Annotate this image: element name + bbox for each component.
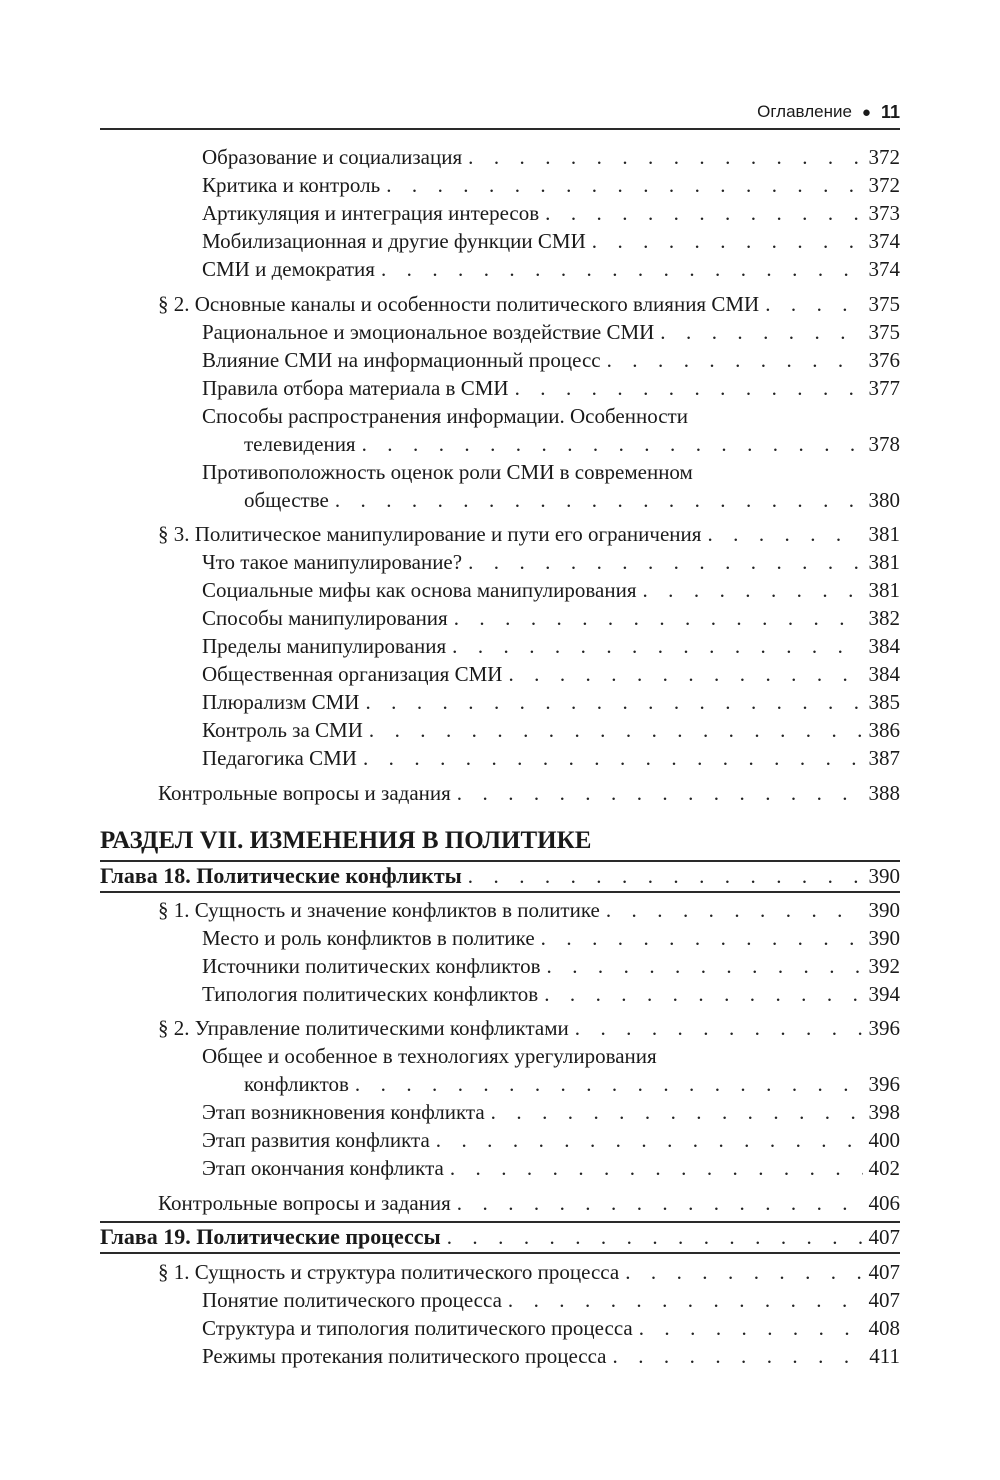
toc-entry-page: 392 (868, 954, 900, 978)
toc-entry-page: 385 (868, 690, 900, 714)
toc-entry[interactable] (202, 688, 900, 716)
dot-leader (362, 430, 863, 458)
toc-entry-page: 372 (868, 145, 900, 169)
toc-entry[interactable] (202, 924, 900, 952)
toc-entry-title: § 1. Сущность и значение конфликтов в политике (158, 898, 600, 922)
toc-entry[interactable] (202, 1342, 900, 1370)
toc-entry[interactable] (244, 430, 900, 458)
toc-entry[interactable] (244, 1070, 900, 1098)
toc-entry-title: § 2. Управление политическими конфликтами (158, 1016, 569, 1040)
toc-entry-title: Социальные мифы как основа манипулирования (202, 578, 637, 602)
divider (100, 1252, 900, 1254)
toc-entry-page: 407 (868, 1288, 900, 1312)
running-head (100, 96, 900, 130)
toc-entry-page: 411 (869, 1344, 900, 1368)
toc-entry-title-line2: конфликтов (244, 1072, 349, 1096)
toc-entry-page: 390 (868, 926, 900, 950)
dot-leader (613, 1342, 864, 1370)
dot-leader (381, 255, 863, 283)
toc-section-entry[interactable] (158, 1189, 900, 1217)
toc-entry[interactable] (202, 227, 900, 255)
toc-entry-page: 382 (868, 606, 900, 630)
dot-leader (355, 1070, 863, 1098)
dot-leader (545, 199, 862, 227)
toc-entry-page: 380 (868, 488, 900, 512)
dot-leader (363, 744, 863, 772)
dot-leader (452, 632, 862, 660)
bullet-icon: ● (861, 103, 871, 121)
dot-leader (642, 576, 862, 604)
toc-entry-page: 406 (868, 1191, 900, 1215)
toc-entry[interactable] (202, 716, 900, 744)
toc-entry-title: Рациональное и эмоциональное воздействие СМИ (202, 320, 655, 344)
dot-leader (457, 779, 863, 807)
toc-entry-title: Артикуляция и интеграция интересов (202, 201, 540, 225)
toc-entry-page: 375 (868, 292, 900, 316)
dot-leader (436, 1126, 863, 1154)
toc-entry-page: 396 (868, 1072, 900, 1096)
toc-entry[interactable] (202, 980, 900, 1008)
dot-leader (454, 604, 863, 632)
toc-entry-title: Правила отбора материала в СМИ (202, 376, 509, 400)
toc-entry-page: 375 (868, 320, 900, 344)
toc-section-entry[interactable] (158, 290, 900, 318)
toc-entry-title-line1[interactable]: Противоположность оценок роли СМИ в современном (202, 460, 693, 484)
toc-entry-page: 407 (868, 1260, 900, 1284)
toc-entry-title: Этап окончания конфликта (202, 1156, 444, 1180)
toc-entry-title-line1[interactable]: Общее и особенное в технологиях урегулирования (202, 1044, 657, 1068)
dot-leader (541, 924, 863, 952)
toc-entry-title: Место и роль конфликтов в политике (202, 926, 535, 950)
toc-chapter-entry[interactable] (100, 1223, 900, 1251)
dot-leader (450, 1154, 863, 1182)
toc-entry[interactable] (202, 171, 900, 199)
toc-entry-title: § 3. Политическое манипулирование и пути его ограничения (158, 522, 702, 546)
running-head-title: Оглавление (757, 102, 852, 121)
toc-entry-title: § 2. Основные каналы и особенности политического влияния СМИ (158, 292, 760, 316)
toc-entry[interactable] (202, 318, 900, 346)
toc-entry-title: Контрольные вопросы и задания (158, 1191, 451, 1215)
toc-entry-title-line1[interactable]: Способы распространения информации. Особенности (202, 404, 688, 428)
dot-leader (491, 1098, 863, 1126)
dot-leader (335, 486, 863, 514)
toc-entry-page: 378 (868, 432, 900, 456)
toc-entry-title: Источники политических конфликтов (202, 954, 541, 978)
toc-entry-page: 374 (868, 229, 900, 253)
toc-chapter-title: Глава 19. Политические процессы (100, 1224, 441, 1249)
toc-entry-title: Структура и типология политического процесса (202, 1316, 633, 1340)
toc-entry-title: Плюрализм СМИ (202, 690, 360, 714)
divider (100, 891, 900, 893)
dot-leader (508, 660, 862, 688)
toc-entry[interactable] (244, 486, 900, 514)
toc-entry-page: 402 (868, 1156, 900, 1180)
toc-entry-page: 408 (868, 1316, 900, 1340)
dot-leader (660, 318, 862, 346)
toc-entry-page: 384 (868, 634, 900, 658)
toc-entry-page: 400 (868, 1128, 900, 1152)
toc-entry-title: Типология политических конфликтов (202, 982, 539, 1006)
toc-entry[interactable] (202, 1314, 900, 1342)
toc-entry[interactable] (202, 952, 900, 980)
toc-entry-title: Этап возникновения конфликта (202, 1100, 485, 1124)
toc-entry[interactable] (202, 255, 900, 283)
toc-entry-page: 377 (868, 376, 900, 400)
toc-entry-title: Контроль за СМИ (202, 718, 363, 742)
toc-entry[interactable] (202, 1098, 900, 1126)
toc-entry-page: 384 (868, 662, 900, 686)
dot-leader (365, 688, 862, 716)
toc-entry-page: 396 (868, 1016, 900, 1040)
toc-section-entry[interactable] (158, 779, 900, 807)
toc-entry-title: Педагогика СМИ (202, 746, 357, 770)
toc-entry-title: Критика и контроль (202, 173, 381, 197)
toc-entry-title: Образование и социализация (202, 145, 463, 169)
toc-entry-page: 381 (868, 578, 900, 602)
toc-entry-title: § 1. Сущность и структура политического процесса (158, 1260, 620, 1284)
dot-leader (547, 952, 863, 980)
toc-entry-page: 386 (868, 718, 900, 742)
dot-leader (369, 716, 863, 744)
part-heading: РАЗДЕЛ VII. ИЗМЕНЕНИЯ В ПОЛИТИКЕ (100, 827, 592, 854)
toc-entry-title: Общественная организация СМИ (202, 662, 503, 686)
toc-entry[interactable] (202, 576, 900, 604)
toc-entry[interactable] (202, 604, 900, 632)
toc-entry[interactable] (202, 143, 900, 171)
toc-entry-page: 373 (868, 201, 900, 225)
toc-section-entry[interactable] (158, 1014, 900, 1042)
toc-entry[interactable] (202, 199, 900, 227)
dot-leader (386, 171, 862, 199)
toc-entry-page: 390 (868, 864, 900, 888)
toc-entry-page: 381 (868, 522, 900, 546)
toc-entry-page: 388 (868, 781, 900, 805)
dot-leader (468, 143, 862, 171)
toc-entry-page: 381 (868, 550, 900, 574)
toc-entry-title: Пределы манипулирования (202, 634, 447, 658)
toc-entry-title: Мобилизационная и другие функции СМИ (202, 229, 586, 253)
toc-entry[interactable] (202, 660, 900, 688)
dot-leader (468, 548, 862, 576)
toc-entry-title: Режимы протекания политического процесса (202, 1344, 607, 1368)
toc-entry-page: 387 (868, 746, 900, 770)
toc-entry[interactable] (202, 346, 900, 374)
page-number: 11 (880, 101, 900, 122)
dot-leader (447, 1223, 863, 1251)
toc-entry[interactable] (202, 1286, 900, 1314)
toc-entry-title: Контрольные вопросы и задания (158, 781, 451, 805)
dot-leader (607, 346, 863, 374)
dot-leader (468, 862, 863, 890)
dot-leader (508, 1286, 863, 1314)
toc-entry[interactable] (202, 374, 900, 402)
toc-entry[interactable] (202, 1126, 900, 1154)
toc-entry-title: СМИ и демократия (202, 257, 375, 281)
toc-entry-title: Понятие политического процесса (202, 1288, 502, 1312)
dot-leader (592, 227, 863, 255)
toc-entry-title-line2: телевидения (244, 432, 356, 456)
toc-section-entry[interactable] (158, 896, 900, 924)
dot-leader (544, 980, 862, 1008)
toc-entry-page: 398 (868, 1100, 900, 1124)
dot-leader (765, 290, 862, 318)
dot-leader (606, 896, 863, 924)
toc-entry-title: Что такое манипулирование? (202, 550, 463, 574)
toc-entry-title: Этап развития конфликта (202, 1128, 430, 1152)
toc-section-entry[interactable] (158, 520, 900, 548)
toc-entry[interactable] (202, 744, 900, 772)
dot-leader (707, 520, 862, 548)
toc-entry-page: 372 (868, 173, 900, 197)
toc-section-entry[interactable] (158, 1258, 900, 1286)
toc-entry-page: 374 (868, 257, 900, 281)
toc-chapter-entry[interactable] (100, 862, 900, 890)
toc-entry-title: Влияние СМИ на информационный процесс (202, 348, 601, 372)
toc-entry-title: Способы манипулирования (202, 606, 448, 630)
toc-entry-page: 394 (868, 982, 900, 1006)
dot-leader (515, 374, 863, 402)
dot-leader (639, 1314, 863, 1342)
toc-entry-page: 407 (868, 1225, 900, 1249)
dot-leader (457, 1189, 863, 1217)
dot-leader (575, 1014, 863, 1042)
toc-entry-title-line2: обществе (244, 488, 329, 512)
toc-entry-page: 376 (868, 348, 900, 372)
toc-entry[interactable] (202, 632, 900, 660)
toc-entry[interactable] (202, 1154, 900, 1182)
toc-entry-page: 390 (868, 898, 900, 922)
toc-entry[interactable] (202, 548, 900, 576)
toc-chapter-title: Глава 18. Политические конфликты (100, 863, 462, 888)
dot-leader (625, 1258, 862, 1286)
